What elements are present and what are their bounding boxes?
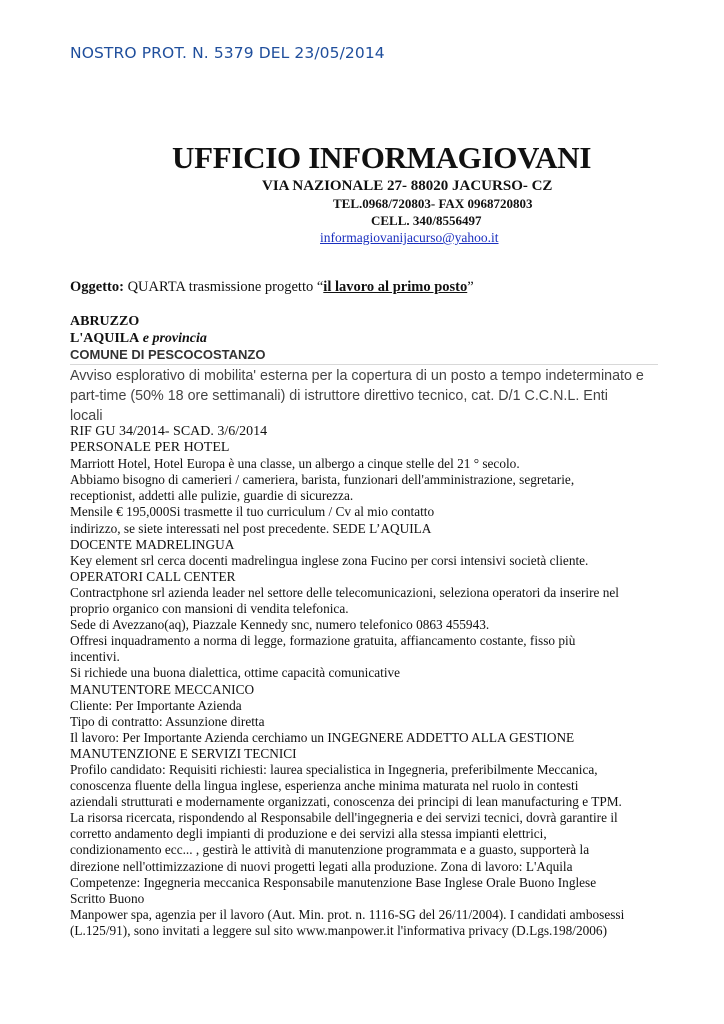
body-line: conoscenza fluente della lingua inglese, esperienza anche minima maturata nel ruolo in contesti xyxy=(70,778,579,794)
body-line: MANUTENZIONE E SERVIZI TECNICI xyxy=(70,745,297,761)
body-line: Scritto Buono xyxy=(70,890,145,906)
comune-heading: COMUNE DI PESCOCOSTANZO xyxy=(70,347,266,362)
divider xyxy=(70,364,658,365)
body-line: Abbiamo bisogno di camerieri / cameriera, barista, funzionari dell'amministrazione, segretarie, xyxy=(70,472,575,488)
avviso-line: part-time (50% 18 ore settimanali) di istruttore direttivo tecnico, cat. D/1 C.C.N.L. Enti xyxy=(70,388,608,404)
body-line: Cliente: Per Importante Azienda xyxy=(70,697,242,713)
reference-line: RIF GU 34/2014- SCAD. 3/6/2014 xyxy=(70,424,268,439)
body-line: Competenze: Ingegneria meccanica Responsabile manutenzione Base Inglese Orale Buono Inglese xyxy=(70,874,597,890)
avviso-line: locali xyxy=(70,408,103,424)
body-line: proprio organico con mansioni di vendita telefonica. xyxy=(70,601,349,617)
avviso-line: Avviso esplorativo di mobilita' esterna per la copertura di un posto a tempo indeterminato e xyxy=(70,368,644,384)
subject-text: QUARTA trasmissione progetto “ xyxy=(123,279,324,295)
body-line: Key element srl cerca docenti madrelingua inglese zona Fucino per corsi intensivi società cliente. xyxy=(70,552,589,568)
body-line: Offresi inquadramento a norma di legge, formazione gratuita, affiancamento costante, fisso più xyxy=(70,633,576,649)
subject-label: Oggetto: xyxy=(70,279,124,295)
body-line: Mensile € 195,000Si trasmette il tuo curriculum / Cv al mio contatto xyxy=(70,504,435,520)
job-heading-hotel: PERSONALE PER HOTEL xyxy=(70,440,230,456)
job-heading-docente: DOCENTE MADRELINGUA xyxy=(70,536,235,552)
body-line: incentivi. xyxy=(70,649,120,665)
body-line: (L.125/91), sono invitati a leggere sul sito www.manpower.it l'informativa privacy (D.Lgs.198/2006) xyxy=(70,922,607,938)
body-line: direzione nell'ottimizzazione di nuovi progetti legati alla produzione. Zona di lavoro: L'Aquila xyxy=(70,858,573,874)
announcements-body xyxy=(70,424,670,939)
body-line: Tipo di contratto: Assunzione diretta xyxy=(70,713,265,729)
body-line: Il lavoro: Per Importante Azienda cerchiamo un INGEGNERE ADDETTO ALLA GESTIONE xyxy=(70,729,575,745)
region-heading: ABRUZZO xyxy=(70,314,140,329)
subject-close-quote: ” xyxy=(467,279,474,295)
body-line: La risorsa ricercata, rispondendo al Responsabile dell'ingegneria e dei servizi tecnici, dovrà garantire il xyxy=(70,810,618,826)
office-phone-fax: TEL.0968/720803- FAX 0968720803 xyxy=(333,196,533,211)
body-line: aziendali strutturati e modernamente organizzati, conoscenza dei principi di lean manufacturing e TPM. xyxy=(70,794,622,810)
province-city: L'AQUILA xyxy=(70,331,140,346)
subject-line xyxy=(70,279,474,296)
body-line: Marriott Hotel, Hotel Europa è una classe, un albergo a cinque stelle del 21 ° secolo. xyxy=(70,456,520,472)
body-line: receptionist, addetti alle pulizie, guardie di sicurezza. xyxy=(70,488,354,504)
body-line: condizionamento ecc... , gestirà le attività di manutenzione programmata e a guasto, supporterà la xyxy=(70,842,590,858)
body-line: Si richiede una buona dialettica, ottime capacità comunicative xyxy=(70,665,401,681)
body-line: Manpower spa, agenzia per il lavoro (Aut. Min. prot. n. 1116-SG del 26/11/2004). I candidati ambosessi xyxy=(70,906,625,922)
province-heading xyxy=(70,331,207,347)
office-email-link[interactable]: informagiovanijacurso@yahoo.it xyxy=(320,230,499,245)
body-line: Profilo candidato: Requisiti richiesti: laurea specialistica in Ingegneria, preferibilmente Meccanica, xyxy=(70,761,598,777)
avviso-text xyxy=(70,366,670,426)
body-line: indirizzo, se siete interessati nel post precedente. SEDE L’AQUILA xyxy=(70,520,432,536)
subject-project: il lavoro al primo posto xyxy=(323,279,468,295)
job-heading-call-center: OPERATORI CALL CENTER xyxy=(70,568,236,584)
office-title: UFFICIO INFORMAGIOVANI xyxy=(172,140,592,175)
job-heading-manutentore: MANUTENTORE MECCANICO xyxy=(70,681,255,697)
body-line: Sede di Avezzano(aq), Piazzale Kennedy snc, numero telefonico 0863 455943. xyxy=(70,617,490,633)
protocol-number: NOSTRO PROT. N. 5379 DEL 23/05/2014 xyxy=(70,44,385,62)
office-address: VIA NAZIONALE 27- 88020 JACURSO- CZ xyxy=(262,178,553,194)
office-cell: CELL. 340/8556497 xyxy=(371,213,482,228)
body-line: corretto andamento degli impianti di produzione e dei servizi alla stessa impianti elettrici, xyxy=(70,826,547,842)
province-suffix: e provincia xyxy=(139,331,207,346)
body-line: Contractphone srl azienda leader nel settore delle telecomunicazioni, seleziona operatori da inserire nel xyxy=(70,584,619,600)
